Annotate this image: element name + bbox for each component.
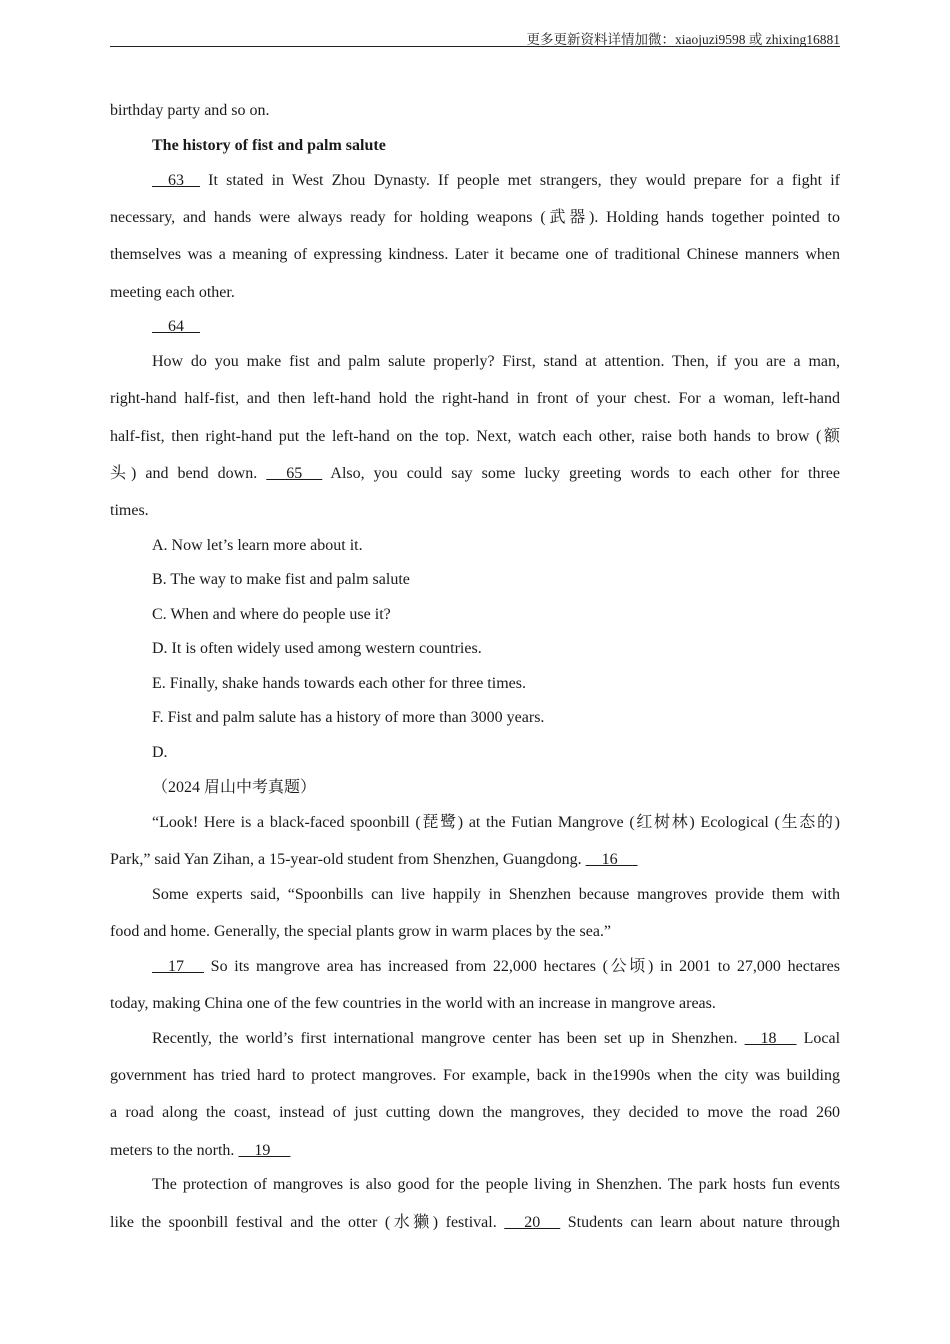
blank-16[interactable]: 16 — [585, 851, 638, 868]
passage1-subtitle: The history of fist and palm salute — [152, 137, 386, 154]
passage2-p2-line2: food and home. Generally, the special plants grow in warm places by the sea.” — [110, 923, 612, 940]
passage2-p3-line2: today, making China one of the few countries in the world with an increase in mangrove areas. — [110, 995, 716, 1012]
text-fragment: Students can learn about nature through — [560, 1214, 841, 1231]
passage2-p4-line3: a road along the coast, instead of just cutting down the mangroves, they decided to move the road 260 — [110, 1104, 840, 1121]
answer: D. — [152, 744, 168, 761]
text-fragment: 头) and bend down. — [110, 465, 267, 482]
passage1-p1-line4: meeting each other. — [110, 284, 235, 301]
passage2-p1-line2 — [110, 850, 840, 870]
passage1-p2-line1: How do you make fist and palm salute properly? First, stand at attention. Then, if you are a man, — [152, 353, 840, 370]
option-e: E. Finally, shake hands towards each other for three times. — [152, 675, 526, 692]
passage1-p2-line5: times. — [110, 502, 149, 519]
passage2-p5-line2 — [110, 1213, 840, 1233]
passage2-p4-line2: government has tried hard to protect mangroves. For example, back in the1990s when the city was building — [110, 1067, 840, 1084]
passage2-p3-line1 — [152, 957, 840, 977]
passage1-p1-line1 — [152, 171, 840, 191]
passage1-p2-line4 — [110, 464, 840, 484]
passage2-p4-line1 — [152, 1029, 840, 1049]
option-a: A. Now let’s learn more about it. — [152, 537, 363, 554]
blank-17[interactable]: 17 — [152, 958, 204, 975]
blank-64[interactable]: 64 — [152, 318, 200, 335]
passage2-source: （2024 眉山中考真题） — [152, 779, 317, 796]
text-fragment: like the spoonbill festival and the otter (水獭) festival. — [110, 1214, 505, 1231]
option-c: C. When and where do people use it? — [152, 606, 391, 623]
header-text: 更多更新资料详情加微：xiaojuzi9598 或 zhixing16881 — [526, 32, 840, 47]
text-fragment: It stated in West Zhou Dynasty. If people met strangers, they would prepare for a fight if — [200, 172, 840, 189]
passage1-blank64-line — [152, 317, 840, 337]
blank-65[interactable]: 65 — [266, 465, 323, 482]
passage2-p1-line1: “Look! Here is a black-faced spoonbill (琵鹭) at the Futian Mangrove (红树林) Ecological (生态的) — [152, 814, 840, 831]
blank-19[interactable]: 19 — [238, 1142, 291, 1159]
passage1-p2-line3: half-fist, then right-hand put the left-hand on the top. Next, watch each other, raise both hands to brow (额 — [110, 428, 840, 445]
blank-20[interactable]: 20 — [504, 1214, 561, 1231]
text-fragment: Park,” said Yan Zihan, a 15-year-old student from Shenzhen, Guangdong. — [110, 851, 586, 868]
text-fragment: meters to the north. — [110, 1142, 239, 1159]
text-fragment: So its mangrove area has increased from 22,000 hectares (公顷) in 2001 to 27,000 hectares — [204, 958, 840, 975]
passage1-intro-tail: birthday party and so on. — [110, 102, 270, 119]
passage2-p2-line1: Some experts said, “Spoonbills can live happily in Shenzhen because mangroves provide them with — [152, 886, 840, 903]
passage1-p1-line3: themselves was a meaning of expressing kindness. Later it became one of traditional Chinese manners when — [110, 246, 840, 263]
text-fragment: Also, you could say some lucky greeting words to each other for three — [322, 465, 840, 482]
text-fragment: Local — [796, 1030, 841, 1047]
text-fragment: Recently, the world’s first international mangrove center has been set up in Shenzhen. — [152, 1030, 745, 1047]
passage2-p4-line4 — [110, 1141, 840, 1161]
option-f: F. Fist and palm salute has a history of more than 3000 years. — [152, 709, 545, 726]
page-header — [110, 26, 840, 47]
passage2-p5-line1: The protection of mangroves is also good for the people living in Shenzhen. The park hosts fun events — [152, 1176, 840, 1193]
blank-63[interactable]: 63 — [152, 172, 200, 189]
passage1-p2-line2: right-hand half-fist, and then left-hand hold the right-hand in front of your chest. For a woman, left-hand — [110, 390, 840, 407]
blank-18[interactable]: 18 — [744, 1030, 797, 1047]
option-b: B. The way to make fist and palm salute — [152, 571, 410, 588]
passage1-p1-line2: necessary, and hands were always ready for holding weapons (武器). Holding hands together pointed to — [110, 209, 840, 226]
option-d: D. It is often widely used among western countries. — [152, 640, 482, 657]
